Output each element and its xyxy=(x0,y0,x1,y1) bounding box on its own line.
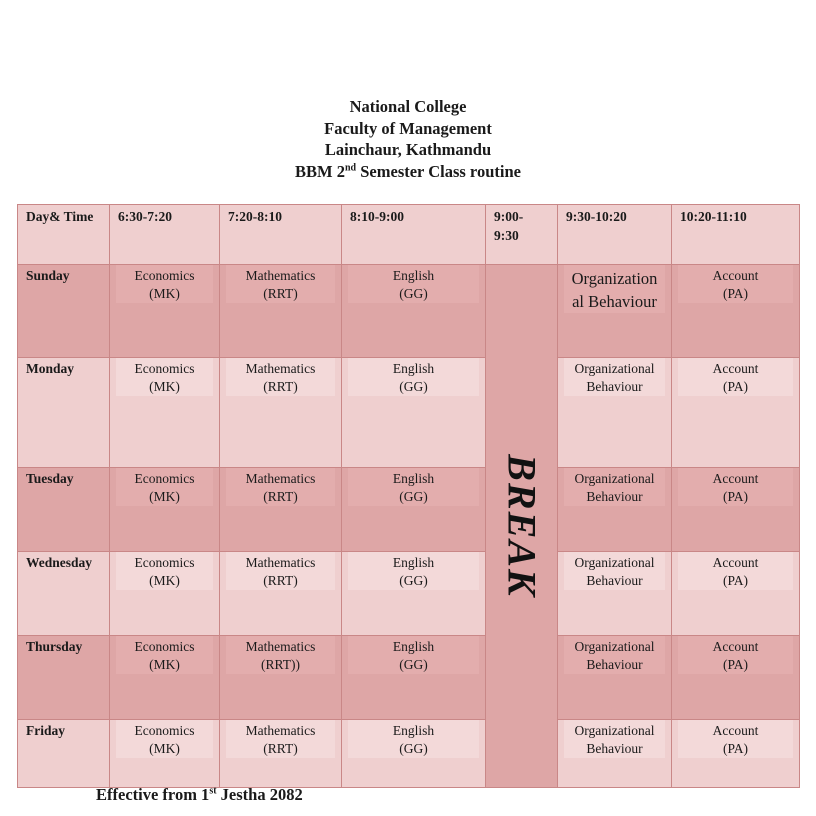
day-row xyxy=(18,720,800,788)
subject-box xyxy=(226,720,335,758)
subject-cell xyxy=(558,468,672,552)
subject-name: Economics xyxy=(134,639,195,654)
subject-name: Account xyxy=(712,639,759,654)
subject-cell xyxy=(220,358,342,468)
day-label: Friday xyxy=(18,720,110,788)
subject-name: Account xyxy=(712,555,759,570)
routine-title-prefix: BBM 2 xyxy=(295,161,345,181)
subject-box xyxy=(116,636,213,674)
subject-name: Account xyxy=(712,723,759,738)
day-row xyxy=(18,468,800,552)
subject-cell xyxy=(558,552,672,636)
subject-teacher: Behaviour xyxy=(586,573,643,588)
header-time-slot: 10:20-11:10 xyxy=(672,205,800,265)
subject-teacher: (PA) xyxy=(722,286,748,301)
day-row xyxy=(18,636,800,720)
subject-teacher: (GG) xyxy=(399,657,428,672)
subject-name: Economics xyxy=(134,555,195,570)
subject-teacher: (PA) xyxy=(722,573,748,588)
subject-teacher: Behaviour xyxy=(586,379,643,394)
subject-teacher: (RRT) xyxy=(263,489,298,504)
subject-name: English xyxy=(392,555,435,570)
subject-cell xyxy=(672,636,800,720)
subject-cell xyxy=(110,720,220,788)
subject-name: Account xyxy=(712,361,759,376)
subject-cell xyxy=(110,468,220,552)
college-location: Lainchaur, Kathmandu xyxy=(324,140,492,159)
subject-name: Mathematics xyxy=(245,639,316,654)
subject-box xyxy=(564,265,665,313)
subject-box xyxy=(226,468,335,506)
header-time-slot: 9:30-10:20 xyxy=(558,205,672,265)
subject-name: English xyxy=(392,361,435,376)
subject-teacher: (PA) xyxy=(722,741,748,756)
subject-cell xyxy=(110,265,220,358)
subject-cell xyxy=(220,636,342,720)
class-routine-table xyxy=(17,204,800,788)
subject-box xyxy=(226,265,335,303)
effective-date-prefix: Effective from 1 xyxy=(96,785,210,804)
subject-teacher: (PA) xyxy=(722,379,748,394)
subject-cell xyxy=(672,720,800,788)
subject-box xyxy=(564,720,665,758)
header-time-slot: 9:00- 9:30 xyxy=(486,205,558,265)
subject-name: Organizational xyxy=(574,555,655,570)
day-row xyxy=(18,552,800,636)
subject-box xyxy=(564,468,665,506)
header-time-slot: 8:10-9:00 xyxy=(342,205,486,265)
subject-teacher: (RRT)) xyxy=(261,657,300,672)
subject-teacher: (RRT) xyxy=(263,573,298,588)
subject-cell xyxy=(220,720,342,788)
subject-teacher: (RRT) xyxy=(263,379,298,394)
subject-cell xyxy=(220,552,342,636)
subject-name: Account xyxy=(712,268,759,283)
subject-cell xyxy=(342,265,486,358)
subject-teacher: (MK) xyxy=(149,286,180,301)
subject-box xyxy=(348,468,479,506)
subject-cell xyxy=(558,636,672,720)
subject-name: Mathematics xyxy=(245,555,316,570)
subject-teacher: al Behaviour xyxy=(572,292,657,311)
subject-cell xyxy=(110,552,220,636)
day-label: Monday xyxy=(18,358,110,468)
subject-name: Economics xyxy=(134,361,195,376)
effective-date xyxy=(96,784,303,806)
break-column xyxy=(486,265,558,788)
subject-name: Account xyxy=(712,471,759,486)
effective-date-suffix: Jestha 2082 xyxy=(216,785,303,804)
subject-box xyxy=(226,552,335,590)
subject-name: English xyxy=(392,723,435,738)
header-time-slot: 6:30-7:20 xyxy=(110,205,220,265)
subject-cell xyxy=(342,358,486,468)
subject-name: English xyxy=(392,639,435,654)
effective-date-sup: st xyxy=(209,785,217,797)
subject-cell xyxy=(672,468,800,552)
subject-teacher: (GG) xyxy=(399,573,428,588)
header-row xyxy=(18,205,800,265)
subject-box xyxy=(116,468,213,506)
subject-teacher: (MK) xyxy=(149,657,180,672)
subject-teacher: (MK) xyxy=(149,573,180,588)
subject-teacher: (PA) xyxy=(722,657,748,672)
subject-box xyxy=(348,636,479,674)
subject-cell xyxy=(342,468,486,552)
subject-cell xyxy=(220,468,342,552)
break-label: BREAK xyxy=(499,454,544,598)
day-row xyxy=(18,358,800,468)
subject-box xyxy=(564,358,665,396)
subject-name: Economics xyxy=(134,723,195,738)
subject-box xyxy=(678,636,793,674)
subject-teacher: Behaviour xyxy=(586,741,643,756)
subject-box xyxy=(226,636,335,674)
subject-cell xyxy=(220,265,342,358)
subject-box xyxy=(564,552,665,590)
subject-cell xyxy=(110,636,220,720)
subject-name: Organizational xyxy=(574,639,655,654)
subject-box xyxy=(116,265,213,303)
subject-box xyxy=(116,720,213,758)
subject-box xyxy=(348,265,479,303)
subject-cell xyxy=(558,358,672,468)
subject-box xyxy=(116,552,213,590)
college-name: National College xyxy=(349,97,467,116)
subject-box xyxy=(348,720,479,758)
document-header xyxy=(0,96,816,182)
subject-teacher: (GG) xyxy=(399,741,428,756)
subject-box xyxy=(348,552,479,590)
subject-cell xyxy=(342,636,486,720)
day-label: Tuesday xyxy=(18,468,110,552)
subject-cell xyxy=(342,720,486,788)
subject-teacher: Behaviour xyxy=(586,489,643,504)
subject-teacher: (RRT) xyxy=(263,741,298,756)
subject-name: Economics xyxy=(134,268,195,283)
subject-name: English xyxy=(392,471,435,486)
subject-box xyxy=(678,358,793,396)
day-label: Thursday xyxy=(18,636,110,720)
subject-name: Mathematics xyxy=(245,268,316,283)
subject-cell xyxy=(672,358,800,468)
routine-title xyxy=(0,161,816,183)
subject-name: Organizational xyxy=(574,361,655,376)
subject-teacher: (GG) xyxy=(399,286,428,301)
subject-box xyxy=(116,358,213,396)
subject-box xyxy=(678,552,793,590)
subject-teacher: (GG) xyxy=(399,489,428,504)
subject-cell xyxy=(342,552,486,636)
subject-cell xyxy=(558,265,672,358)
subject-name: Organizational xyxy=(574,723,655,738)
subject-name: Organization xyxy=(571,269,658,288)
subject-cell xyxy=(558,720,672,788)
subject-box xyxy=(348,358,479,396)
subject-teacher: (PA) xyxy=(722,489,748,504)
subject-teacher: (MK) xyxy=(149,379,180,394)
subject-cell xyxy=(672,552,800,636)
subject-name: Mathematics xyxy=(245,471,316,486)
day-label: Sunday xyxy=(18,265,110,358)
subject-cell xyxy=(672,265,800,358)
subject-box xyxy=(678,720,793,758)
subject-name: Organizational xyxy=(574,471,655,486)
subject-cell xyxy=(110,358,220,468)
subject-teacher: (GG) xyxy=(399,379,428,394)
day-row xyxy=(18,265,800,358)
subject-name: English xyxy=(392,268,435,283)
subject-name: Economics xyxy=(134,471,195,486)
subject-teacher: (MK) xyxy=(149,741,180,756)
subject-box xyxy=(678,468,793,506)
subject-teacher: (RRT) xyxy=(263,286,298,301)
day-label: Wednesday xyxy=(18,552,110,636)
subject-teacher: Behaviour xyxy=(586,657,643,672)
subject-box xyxy=(226,358,335,396)
routine-title-suffix: Semester Class routine xyxy=(356,161,521,181)
routine-title-sup: nd xyxy=(345,162,357,173)
subject-name: Mathematics xyxy=(245,723,316,738)
subject-box xyxy=(678,265,793,303)
header-time-slot: 7:20-8:10 xyxy=(220,205,342,265)
subject-box xyxy=(564,636,665,674)
header-day-time: Day& Time xyxy=(18,205,110,265)
faculty-name: Faculty of Management xyxy=(324,118,492,138)
subject-name: Mathematics xyxy=(245,361,316,376)
subject-teacher: (MK) xyxy=(149,489,180,504)
